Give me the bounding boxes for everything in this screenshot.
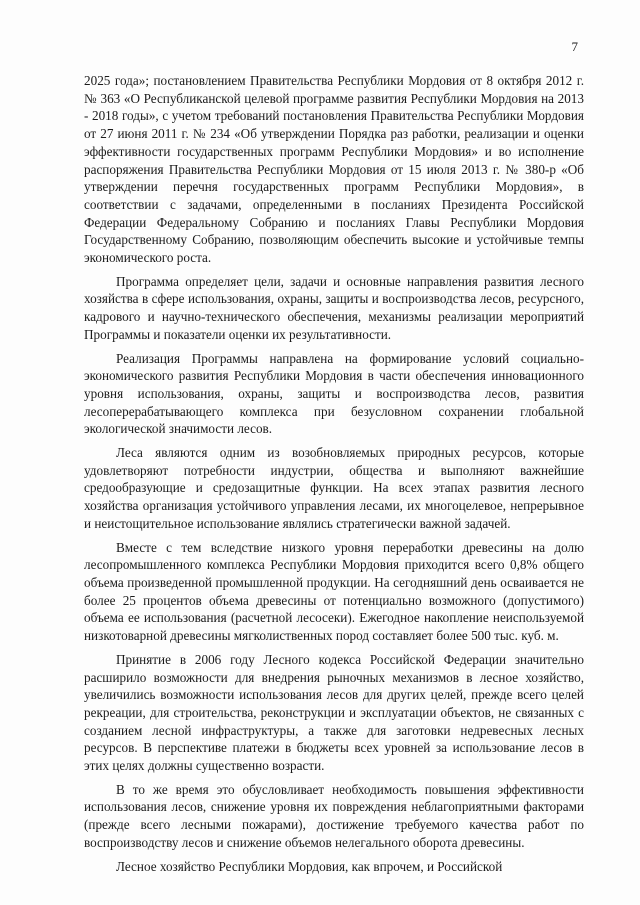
page-number: 7 xyxy=(571,39,578,54)
paragraph: 2025 года»; постановлением Правительства Республики Мордовия от 8 октября 2012 г. № 363 «О Республиканской целевой программе развития Республики Мордовия на 2013 - 2018 годы», с учетом требований постановления Правительства Республики Мордовия от 27 июня 2011 г. № 234 «Об утверждении Порядка раз работки, реализации и оценки эффективности государственных программ Республики Мордовия» и во исполнение распоряжения Правительства Республики Мордовия от 15 июля 2013 г. № 380-р «Об утверждении перечня государственных программ Республики Мордовия», в соответствии с задачами, определенными в посланиях Президента Российской Федерации Федеральному Собранию и посланиях Главы Республики Мордовия Государственному Собранию, позволяющим обеспечить высокие и устойчивые темпы экономического роста. xyxy=(84,73,584,266)
paragraph: Программа определяет цели, задачи и основные направления развития лесного хозяйства в сфере использования, охраны, защиты и воспроизводства лесов, ресурсного, кадрового и научно-технического обеспечения, механизмы реализации мероприятий Программы и показатели оценки их результативности. xyxy=(84,273,584,342)
paragraph: Лесное хозяйство Республики Мордовия, как впрочем, и Российской xyxy=(116,858,503,874)
paragraph: Реализация Программы направлена на формирование условий социально-экономического развития Республики Мордовия в части обеспечения инновационного уровня использования, охраны, защиты и воспроизводства лесов, развития лесоперерабатывающего комплекса при безусловном сохранении глобальной экологической значимости лесов. xyxy=(84,350,584,437)
paragraph: Принятие в 2006 году Лесного кодекса Российской Федерации значительно расширило возможности для внедрения рыночных механизмов в лесное хозяйство, увеличились возможности использования лесов для других целей, прежде всего целей рекреации, для строительства, реконструкции и эксплуатации объектов, не связанных с созданием лесной инфраструктуры, а также для заготовки недревесных лесных ресурсов. В перспективе платежи в бюджеты всех уровней за использование лесов в этих целях должны существенно возрасти. xyxy=(84,651,584,774)
paragraph: В то же время это обусловливает необходимость повышения эффективности использования лесов, снижение уровня их повреждения неблагоприятными факторами (прежде всего лесными пожарами), достижение требуемого качества работ по воспроизводству лесов и снижение объемов нелегального оборота древесины. xyxy=(84,781,584,850)
paragraph: Вместе с тем вследствие низкого уровня переработки древесины на долю лесопромышленного комплекса Республики Мордовия приходится всего 0,8% общего объема произведенной промышленной продукции. На сегодняшний день осваивается не более 25 процентов объема древесины от потенциально возможного (допустимого) объема ее использования (расчетной лесосеки). Ежегодное накопление неиспользуемой низкотоварной древесины мягколиственных пород составляет более 500 тыс. куб. м. xyxy=(84,539,584,644)
paragraph: Леса являются одним из возобновляемых природных ресурсов, которые удовлетворяют потребности индустрии, общества и выполняют важнейшие средообразующие и средозащитные функции. На всех этапах развития лесного хозяйства организация устойчивого управления лесами, их многоцелевое, непрерывное и неистощительное использование являлись стратегически важной задачей. xyxy=(84,445,584,531)
document-body xyxy=(84,72,584,875)
